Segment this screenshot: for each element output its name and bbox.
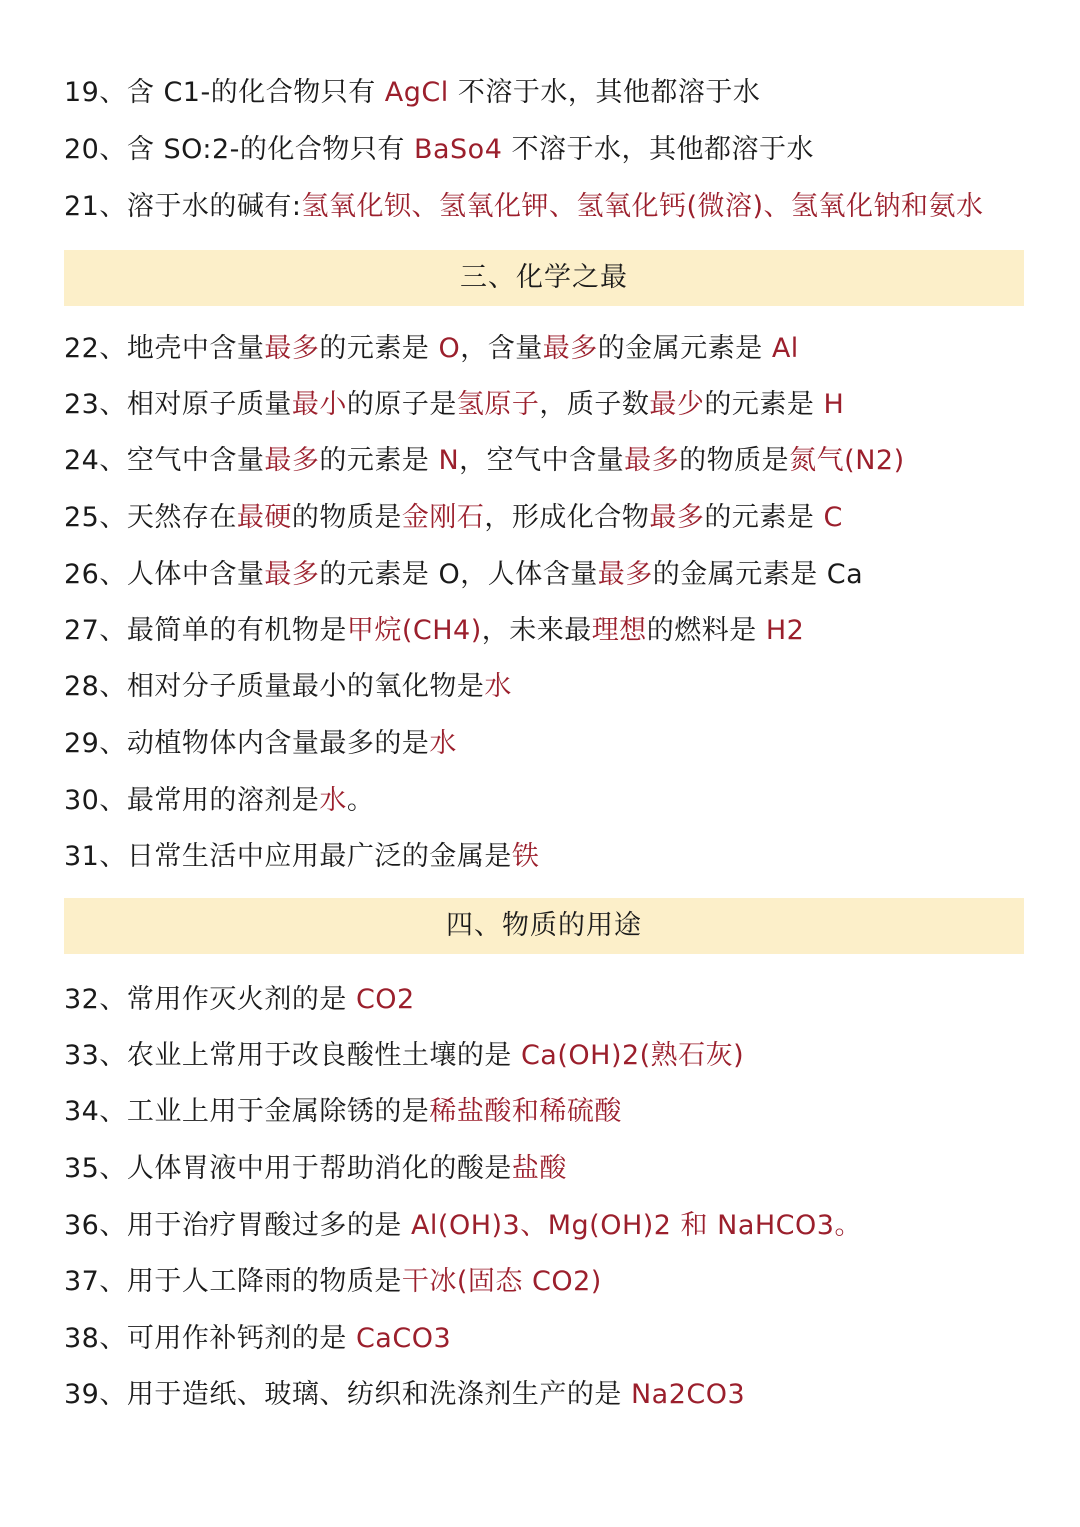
item-text: 24、空气中含量 (64, 445, 265, 476)
item-text: 21、溶于水的碱有: (64, 191, 302, 222)
highlight-text: 水 (484, 671, 512, 702)
highlight-text: 铁 (511, 841, 540, 872)
item-text: 的元素是 (704, 389, 824, 420)
item-text: 的物质是 (679, 445, 790, 476)
highlight-text: 盐酸 (511, 1153, 567, 1184)
item-text: 的金属元素是 Ca (652, 559, 864, 590)
list-item (64, 1206, 862, 1246)
item-text: 的燃料是 (646, 615, 766, 646)
item-text: 的元素是 (319, 333, 439, 364)
item-text: 31、日常生活中应用最广泛的金属是 (64, 841, 512, 872)
item-text: 的原子是 (346, 389, 457, 420)
item-text: 37、用于人工降雨的物质是 (64, 1266, 402, 1297)
item-text: ，质子数 (539, 389, 650, 420)
list-item (64, 329, 799, 369)
highlight-text: 最小 (291, 389, 347, 420)
list-item (64, 781, 374, 821)
item-text: 的元素是 (704, 502, 824, 533)
list-item (64, 1375, 745, 1415)
highlight-text: Al(OH)3、Mg(OH)2 和 NaHCO3。 (410, 1210, 862, 1241)
highlight-text: H2 (765, 615, 805, 646)
item-text: 的元素是 (319, 445, 439, 476)
list-item (64, 441, 905, 481)
section-title: 三、化学之最 (460, 262, 628, 293)
list-item (64, 611, 804, 651)
list-item (64, 73, 760, 113)
item-text: 19、含 C1-的化合物只有 (64, 77, 385, 108)
list-item (64, 385, 844, 425)
list-item (64, 187, 984, 227)
item-text: 不溶于水，其他都溶于水 (502, 134, 814, 165)
highlight-text: 最多 (264, 445, 320, 476)
highlight-text: 最多 (264, 333, 320, 364)
highlight-text: 最多 (264, 559, 320, 590)
item-text: 35、人体胃液中用于帮助消化的酸是 (64, 1153, 512, 1184)
item-text: 33、农业上常用于改良酸性土壤的是 (64, 1040, 521, 1071)
item-text: 的物质是 (291, 502, 402, 533)
highlight-text: H (823, 389, 845, 420)
highlight-text: BaSo4 (413, 134, 503, 165)
highlight-text: Na2CO3 (630, 1379, 746, 1410)
highlight-text: Al (771, 333, 799, 364)
item-text: ，含量 (460, 333, 543, 364)
item-text: ，形成化合物 (484, 502, 650, 533)
highlight-text: 最多 (624, 445, 680, 476)
item-text: 26、人体中含量 (64, 559, 265, 590)
item-text: 36、用于治疗胃酸过多的是 (64, 1210, 411, 1241)
list-item (64, 724, 457, 764)
highlight-text: 稀盐酸和稀硫酸 (429, 1096, 622, 1127)
section-title: 四、物质的用途 (446, 910, 642, 941)
list-item (64, 1092, 622, 1132)
item-text: 22、地壳中含量 (64, 333, 265, 364)
highlight-text: 最多 (649, 502, 705, 533)
item-text: 39、用于造纸、玻璃、纺织和洗涤剂生产的是 (64, 1379, 631, 1410)
highlight-text: N (438, 445, 460, 476)
item-text: ，未来最 (481, 615, 592, 646)
highlight-text: C (823, 502, 843, 533)
item-text: 32、常用作灭火剂的是 (64, 984, 356, 1015)
item-text: 38、可用作补钙剂的是 (64, 1323, 356, 1354)
list-item (64, 498, 843, 538)
item-text: 30、最常用的溶剂是 (64, 785, 320, 816)
item-text: 28、相对分子质量最小的氧化物是 (64, 671, 485, 702)
item-text: 的元素是 O，人体含量 (319, 559, 598, 590)
list-item (64, 837, 539, 877)
highlight-text: 氢原子 (456, 389, 540, 420)
highlight-text: Ca(OH)2(熟石灰) (520, 1040, 745, 1071)
highlight-text: 氮气(N2) (789, 445, 905, 476)
item-text: 29、动植物体内含量最多的是 (64, 728, 430, 759)
item-text: 20、含 SO:2-的化合物只有 (64, 134, 414, 165)
highlight-text: 甲烷(CH4) (346, 615, 482, 646)
section-heading-uses (64, 898, 1024, 954)
highlight-text: 最多 (597, 559, 653, 590)
item-text: 的金属元素是 (597, 333, 772, 364)
highlight-text: AgCl (384, 77, 449, 108)
highlight-text: O (438, 333, 461, 364)
item-text: 不溶于水，其他都溶于水 (448, 77, 761, 108)
list-item (64, 555, 863, 595)
highlight-text: 氢氧化钡、氢氧化钾、氢氧化钙(微溶)、氢氧化钠和氨水 (301, 191, 984, 222)
list-item (64, 1149, 567, 1189)
highlight-text: 最硬 (236, 502, 292, 533)
highlight-text: 水 (429, 728, 457, 759)
highlight-text: 最少 (649, 389, 705, 420)
highlight-text: 水 (319, 785, 347, 816)
item-text: 27、最简单的有机物是 (64, 615, 347, 646)
list-item (64, 1262, 602, 1302)
item-text: 34、工业上用于金属除锈的是 (64, 1096, 430, 1127)
list-item (64, 1036, 744, 1076)
list-item (64, 980, 415, 1020)
item-text: ，空气中含量 (459, 445, 625, 476)
highlight-text: 最多 (542, 333, 598, 364)
highlight-text: 干冰(固态 CO2) (401, 1266, 602, 1297)
list-item (64, 667, 512, 707)
highlight-text: CaCO3 (355, 1323, 452, 1354)
section-heading-superlatives (64, 250, 1024, 306)
item-text: 。 (346, 785, 375, 816)
item-text: 25、天然存在 (64, 502, 237, 533)
highlight-text: 理想 (591, 615, 647, 646)
item-text: 23、相对原子质量 (64, 389, 292, 420)
list-item (64, 130, 814, 170)
list-item (64, 1319, 451, 1359)
highlight-text: 金刚石 (401, 502, 485, 533)
highlight-text: CO2 (355, 984, 415, 1015)
